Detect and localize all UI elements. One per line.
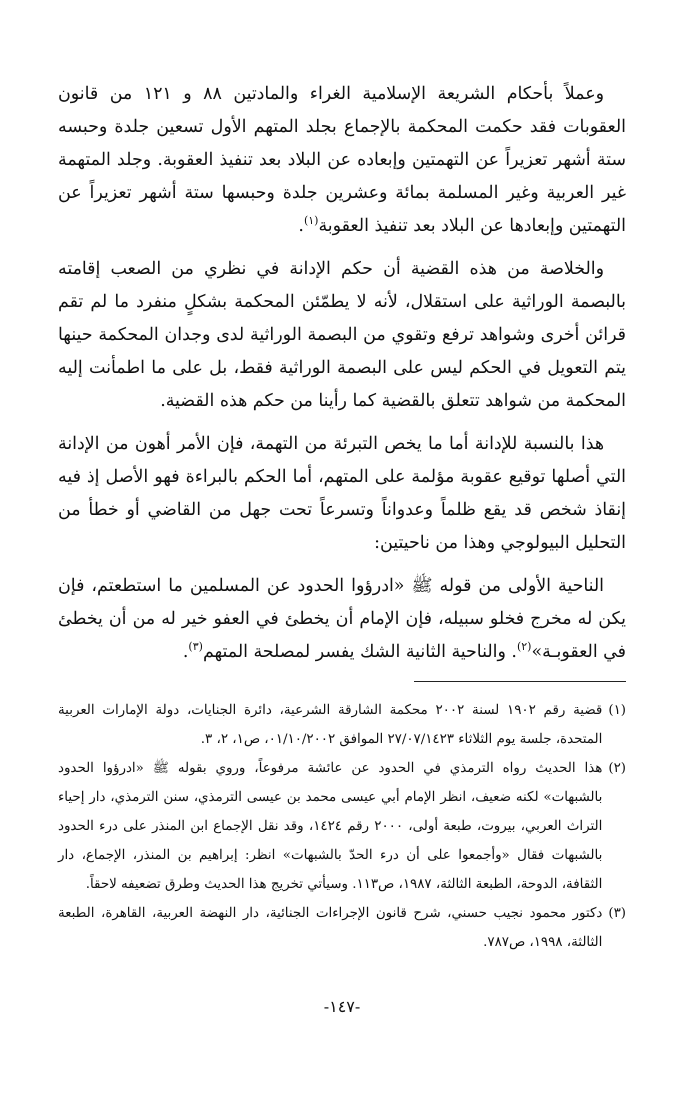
footnote-divider — [414, 681, 626, 682]
paragraph-1-text: وعملاً بأحكام الشريعة الإسلامية الغراء والمادتين ٨٨ و ١٢١ من قانون العقوبات فقد حكمت المحكمة بالإجماع بجلد المتهم الأول تسعين جلدة وحبسه ستة أشهر تعزيراً عن التهمتين وإبعاده عن البلاد بعد تنفيذ العقوبة. وجلد المتهمة غير العربية وغير المسلمة بمائة وعشرين جلدة وحبسها ستة أشهر تعزيراً عن التهمتين وإبعادها عن البلاد بعد تنفيذ العقوبة — [58, 84, 626, 236]
paragraph-4-text: الناحية الأولى من قوله ﷺ «ادرؤوا الحدود عن المسلمين ما استطعتم، فإن يكن له مخرج فخلو سبيله، فإن الإمام أن يخطئ في العفو خير له من أن يخطئ في العقوبـة» — [58, 576, 626, 662]
paragraph-2 — [58, 253, 626, 418]
footnote-3-number: (٣) — [608, 906, 626, 921]
paragraph-1 — [58, 78, 626, 243]
footnote-3 — [58, 899, 626, 957]
footnote-ref-3: (٣) — [188, 640, 203, 654]
footnote-2 — [58, 754, 626, 899]
paragraph-3 — [58, 428, 626, 560]
main-text — [58, 78, 626, 669]
paragraph-1-end: . — [298, 216, 304, 236]
paragraph-4 — [58, 570, 626, 669]
document-page — [58, 78, 626, 957]
footnotes — [58, 696, 626, 957]
footnote-2-number: (٢) — [608, 761, 626, 776]
paragraph-2-text: والخلاصة من هذه القضية أن حكم الإدانة في نظري من الصعب إقامته بالبصمة الوراثية على استقلال، لأنه لا يطمّئن المحكمة بشكلٍ منفرد ما لم تقم قرائن أخرى وشواهد ترفع وتقوي من البصمة الوراثية لدى وجدان المحكمة حينها يتم التعويل في الحكم ليس على البصمة الوراثية فقط، بل على ما اطمأنت إليه المحكمة من شواهد تتعلق بالقضية كما رأينا من حكم هذه القضية. — [58, 259, 626, 411]
footnote-2-text: هذا الحديث رواه الترمذي في الحدود عن عائشة مرفوعاً، وروي بقوله ﷺ «ادرؤوا الحدود بالشبهات» لكنه ضعيف، انظر الإمام أبي عيسى محمد بن عيسى الترمذي، سنن الترمذي، دار إحياء التراث العربي، بيروت، طبعة أولى، ٢٠٠٠ رقم ١٤٢٤، وقد نقل الإجماع ابن المنذر على درء الحدود بالشبهات فقال «وأجمعوا على أن درء الحدّ بالشبهات» انظر: إبراهيم بن المنذر، الإجماع، دار الثقافة، الدوحة، الطبعة الثالثة، ١٩٨٧، ص١١٣. وسيأتي تخريج هذا الحديث وطرق تضعيفه لاحقاً. — [58, 761, 603, 892]
paragraph-3-text: هذا بالنسبة للإدانة أما ما يخص التبرئة من التهمة، فإن الأمر أهون من الإدانة التي أصلها توقيع عقوبة مؤلمة على المتهم، أما الحكم بالبراءة فهو الأصل إذ فيه إنقاذ شخص قد يقع ظلماً وعدواناً وتسرعاً تحت جهل من القاضي أو خطأ من التحليل البيولوجي وهذا من ناحيتين: — [58, 434, 626, 553]
footnote-1 — [58, 696, 626, 754]
footnote-ref-1: (١) — [303, 214, 319, 228]
footnote-1-text: قضية رقم ١٩٠٢ لسنة ٢٠٠٢ محكمة الشارقة الشرعية، دائرة الجنايات، دولة الإمارات العربية المتحدة، جلسة يوم الثلاثاء ٢٧/٠٧/١٤٢٣ الموافق ٠١/١٠/٢٠٠٢، ص١، ٢، ٣. — [58, 703, 603, 747]
footnote-3-text: دكتور محمود نجيب حسني، شرح قانون الإجراءات الجنائية، دار النهضة العربية، القاهرة، الطبعة الثالثة، ١٩٩٨، ص٧٨٧. — [58, 906, 603, 950]
paragraph-4-continuation: . والناحية الثانية الشك يفسر لمصلحة المتهم — [202, 642, 517, 662]
page-number: -١٤٧- — [323, 997, 361, 1016]
footnote-ref-2: (٢) — [516, 640, 532, 654]
paragraph-4-end: . — [182, 642, 189, 662]
footnote-1-number: (١) — [608, 703, 626, 718]
